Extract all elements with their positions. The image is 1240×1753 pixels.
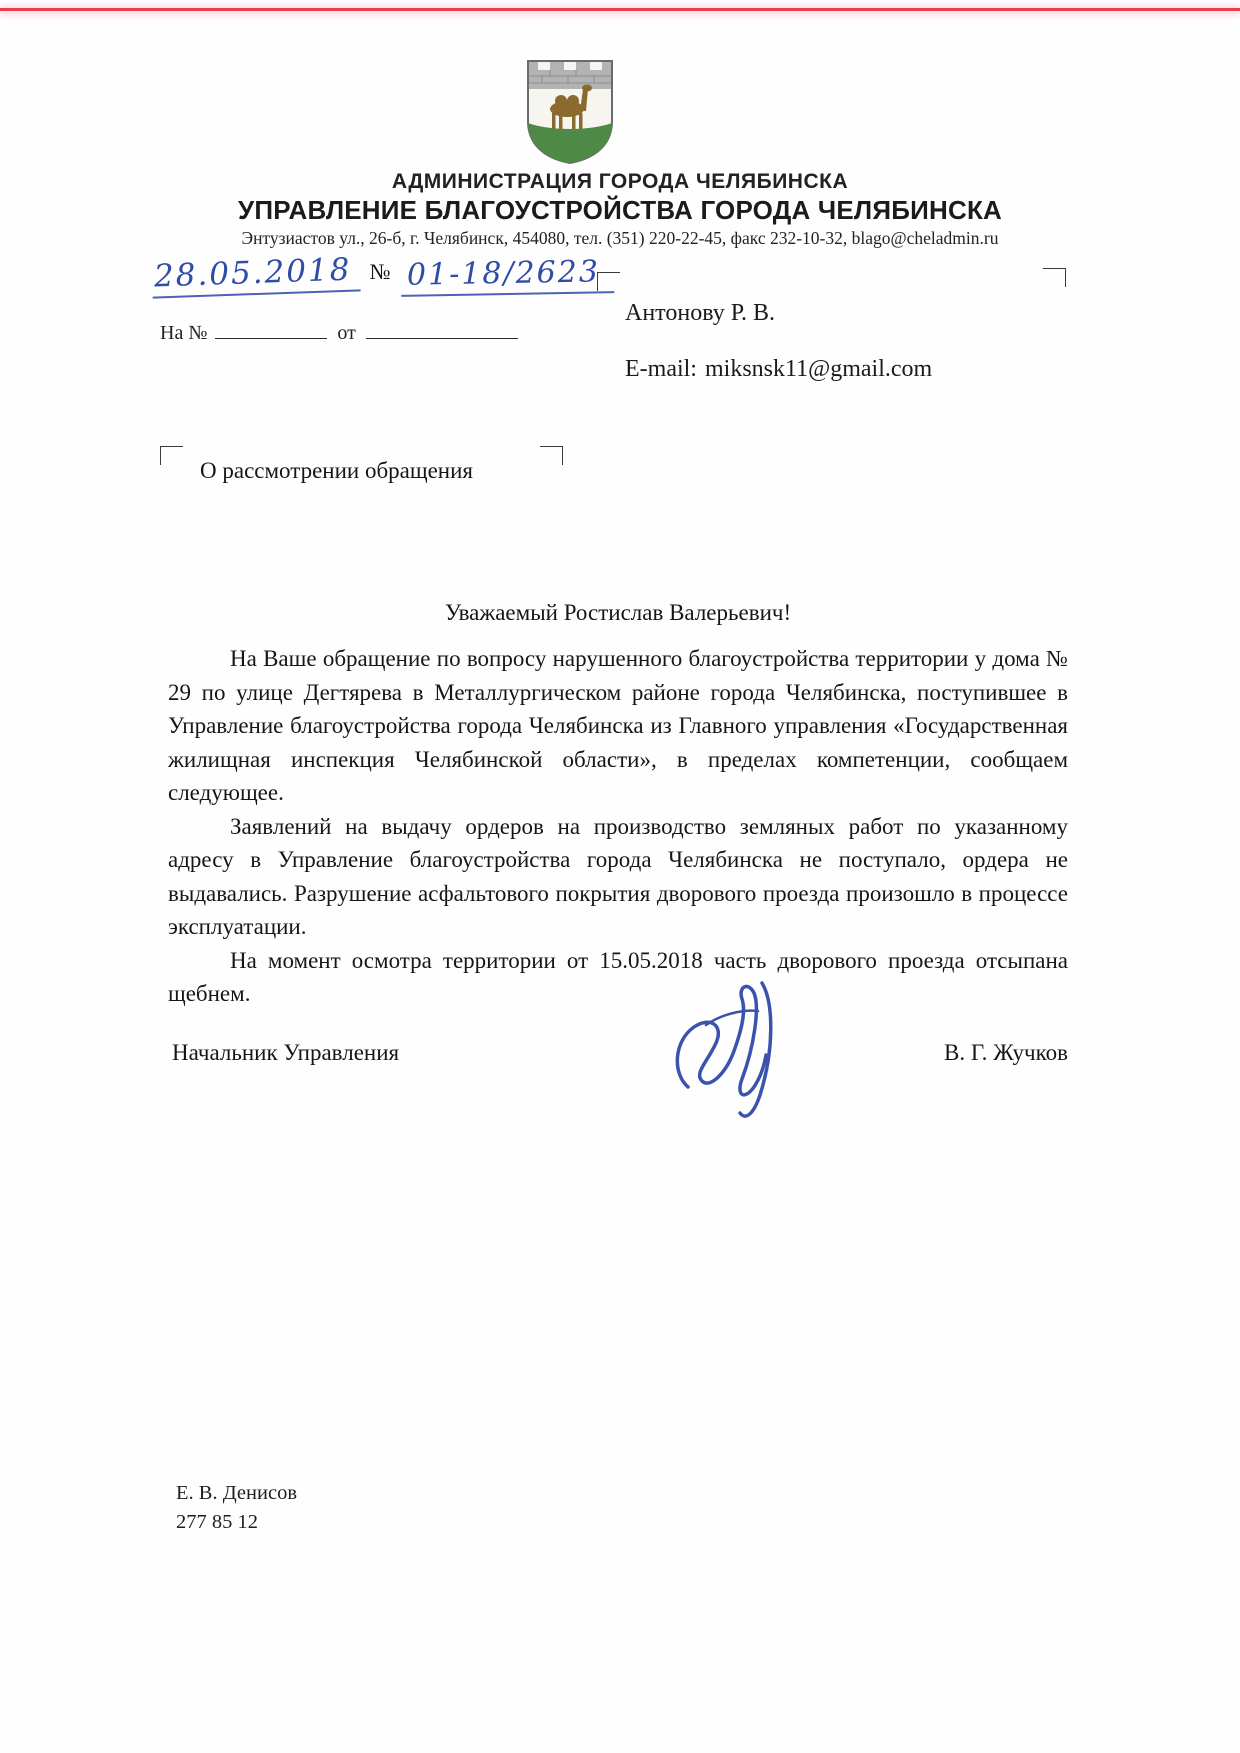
salutation: Уважаемый Ростислав Валерьевич! — [444, 600, 792, 625]
reply-from-label: от — [337, 322, 356, 344]
body-paragraph: На Ваше обращение по вопросу нарушенного благоустройства территории у дома № 29 по улице Дегтярева в Металлургическом районе города Челябинска, поступившее в Управление благоустройства города Челябинска из Главного управления «Государственная жилищная инспекция Челябинской области», в пределах компетенции, сообщаем следующее. — [168, 646, 1068, 805]
recipient-zone-corner-left-icon — [597, 272, 620, 291]
email-value: miksnsk11@gmail.com — [704, 356, 933, 382]
subject-zone-corner-right-icon — [540, 446, 563, 465]
recipient-email-line — [625, 356, 932, 383]
number-sign: № — [369, 259, 391, 284]
chelyabinsk-coat-of-arms-icon — [520, 55, 620, 167]
body-paragraph: Заявлений на выдачу ордеров на производство земляных работ по указанному адресу в Управление благоустройства города Челябинска не поступало, ордера не выдавались. Разрушение асфальтового покрытия дворового проезда произошло в процессе эксплуатации. — [168, 813, 1068, 939]
recipient-zone-corner-right-icon — [1043, 268, 1066, 287]
reply-reference-row — [160, 320, 518, 345]
reference-row — [152, 251, 613, 301]
body-paragraph: На момент осмотра территории от 15.05.2018 часть дворового проезда отсыпана щебнем. — [168, 947, 1068, 1006]
signature-row — [172, 1040, 1068, 1066]
handwritten-date: 28.05.2018 — [151, 251, 360, 298]
signer-name: В. Г. Жучков — [944, 1040, 1068, 1065]
org-name-line1: АДМИНИСТРАЦИЯ ГОРОДА ЧЕЛЯБИНСКА — [391, 170, 849, 193]
signer-position: Начальник Управления — [172, 1040, 400, 1065]
executor-phone: 277 85 12 — [176, 1511, 258, 1533]
scan-artifact-line — [0, 8, 1240, 11]
org-contact-line: Энтузиастов ул., 26-б, г. Челябинск, 454080, тел. (351) 220-22-45, факс 232-10-32, blago@cheladmin.ru — [241, 228, 999, 248]
letter-subject: О рассмотрении обращения — [200, 458, 473, 483]
org-name-line2: УПРАВЛЕНИЕ БЛАГОУСТРОЙСТВА ГОРОДА ЧЕЛЯБИНСКА — [238, 195, 1002, 225]
executor-name: Е. В. Денисов — [176, 1482, 297, 1504]
handwritten-outgoing-number: 01-18/2623 — [400, 254, 614, 297]
reply-date-blank — [366, 320, 518, 339]
reply-prefix-label: На № — [160, 322, 208, 344]
recipient-name: Антонову Р. В. — [625, 300, 776, 326]
email-label: E-mail: — [625, 356, 697, 382]
subject-zone-corner-left-icon — [160, 446, 183, 465]
reply-number-blank — [215, 320, 327, 339]
letter-body — [168, 642, 1068, 1011]
